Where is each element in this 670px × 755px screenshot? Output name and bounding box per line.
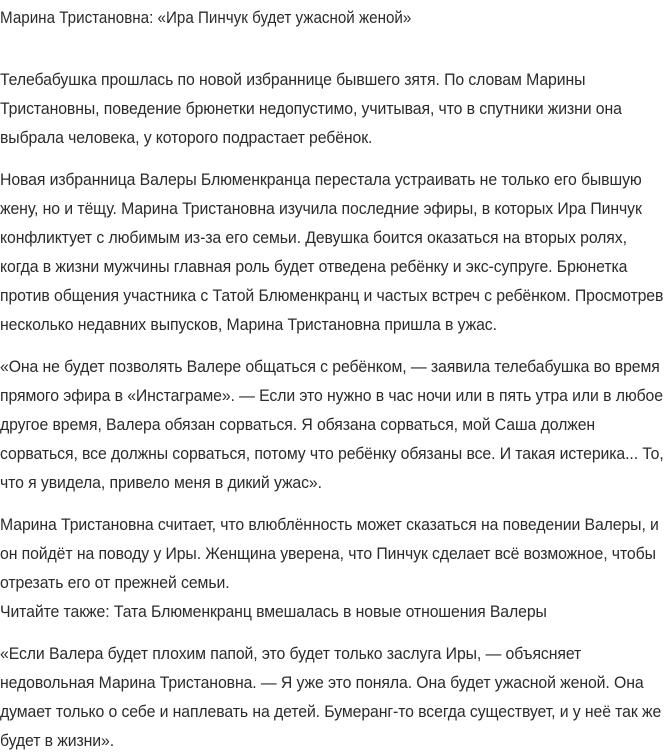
article-paragraph-1: Телебабушка прошлась по новой избраннице бывшего зятя. По словам Марины Тристановны, поведение брюнетки недопустимо, учитывая, что в спутники жизни она выбрала человека, у которого подрастает ребёнок. <box>0 70 622 147</box>
article-paragraph-4: Марина Тристановна считает, что влюблённость может сказаться на поведении Валеры, и он пойдёт на поводу у Иры. Женщина уверена, что Пинчук сделает всё возможное, чтобы отрезать его от прежней семьи. <box>0 515 659 592</box>
paragraph-spacer-2 <box>0 339 670 352</box>
paragraph-spacer-4 <box>0 626 670 639</box>
article-paragraph-2: Новая избранница Валеры Блюменкранца перестала устраивать не только его бывшую жену, но и тёщу. Марина Тристановна изучила последние эфиры, в которых Ира Пинчук конфликтует с любимым из-за его семьи. Девушка боится оказаться на вторых ролях, когда в жизни мужчины главная роль будет отведена ребёнку и экс-супруге. Брюнетка против общения участника с Татой Блюменкранц и частых встреч с ребёнком. Просмотрев несколько недавних выпусков, Марина Тристановна пришла в ужас. <box>0 170 664 334</box>
article-headline: Марина Тристановна: «Ира Пинчук будет ужасной женой» <box>0 9 412 27</box>
paragraph-spacer-1 <box>0 152 670 165</box>
headline-spacer <box>0 33 670 65</box>
article-paragraph-5-closing-quote: «Если Валера будет плохим папой, это будет только заслуга Иры, — объясняет недовольная Марина Тристановна. — Я уже это поняла. Она будет ужасной женой. Она думает только о себе и наплевать на детей. Бумеранг-то всегда существует, и у неё так же будет в жизни». <box>0 644 662 750</box>
read-also-link[interactable]: Читайте также: Тата Блюменкранц вмешалась в новые отношения Валеры <box>0 602 547 621</box>
paragraph-spacer-3 <box>0 497 670 510</box>
article-paragraph-3-quote: «Она не будет позволять Валере общаться с ребёнком, — заявила телебабушка во время прямого эфира в «Инстаграме». — Если это нужно в час ночи или в пять утра или в любое другое время, Валера обязан сорваться. Я обязана сорваться, мой Саша должен сорваться, все должны сорваться, потому что ребёнку обязаны все. И такая истерика... То, что я увидела, привело меня в дикий ужас». <box>0 357 664 492</box>
